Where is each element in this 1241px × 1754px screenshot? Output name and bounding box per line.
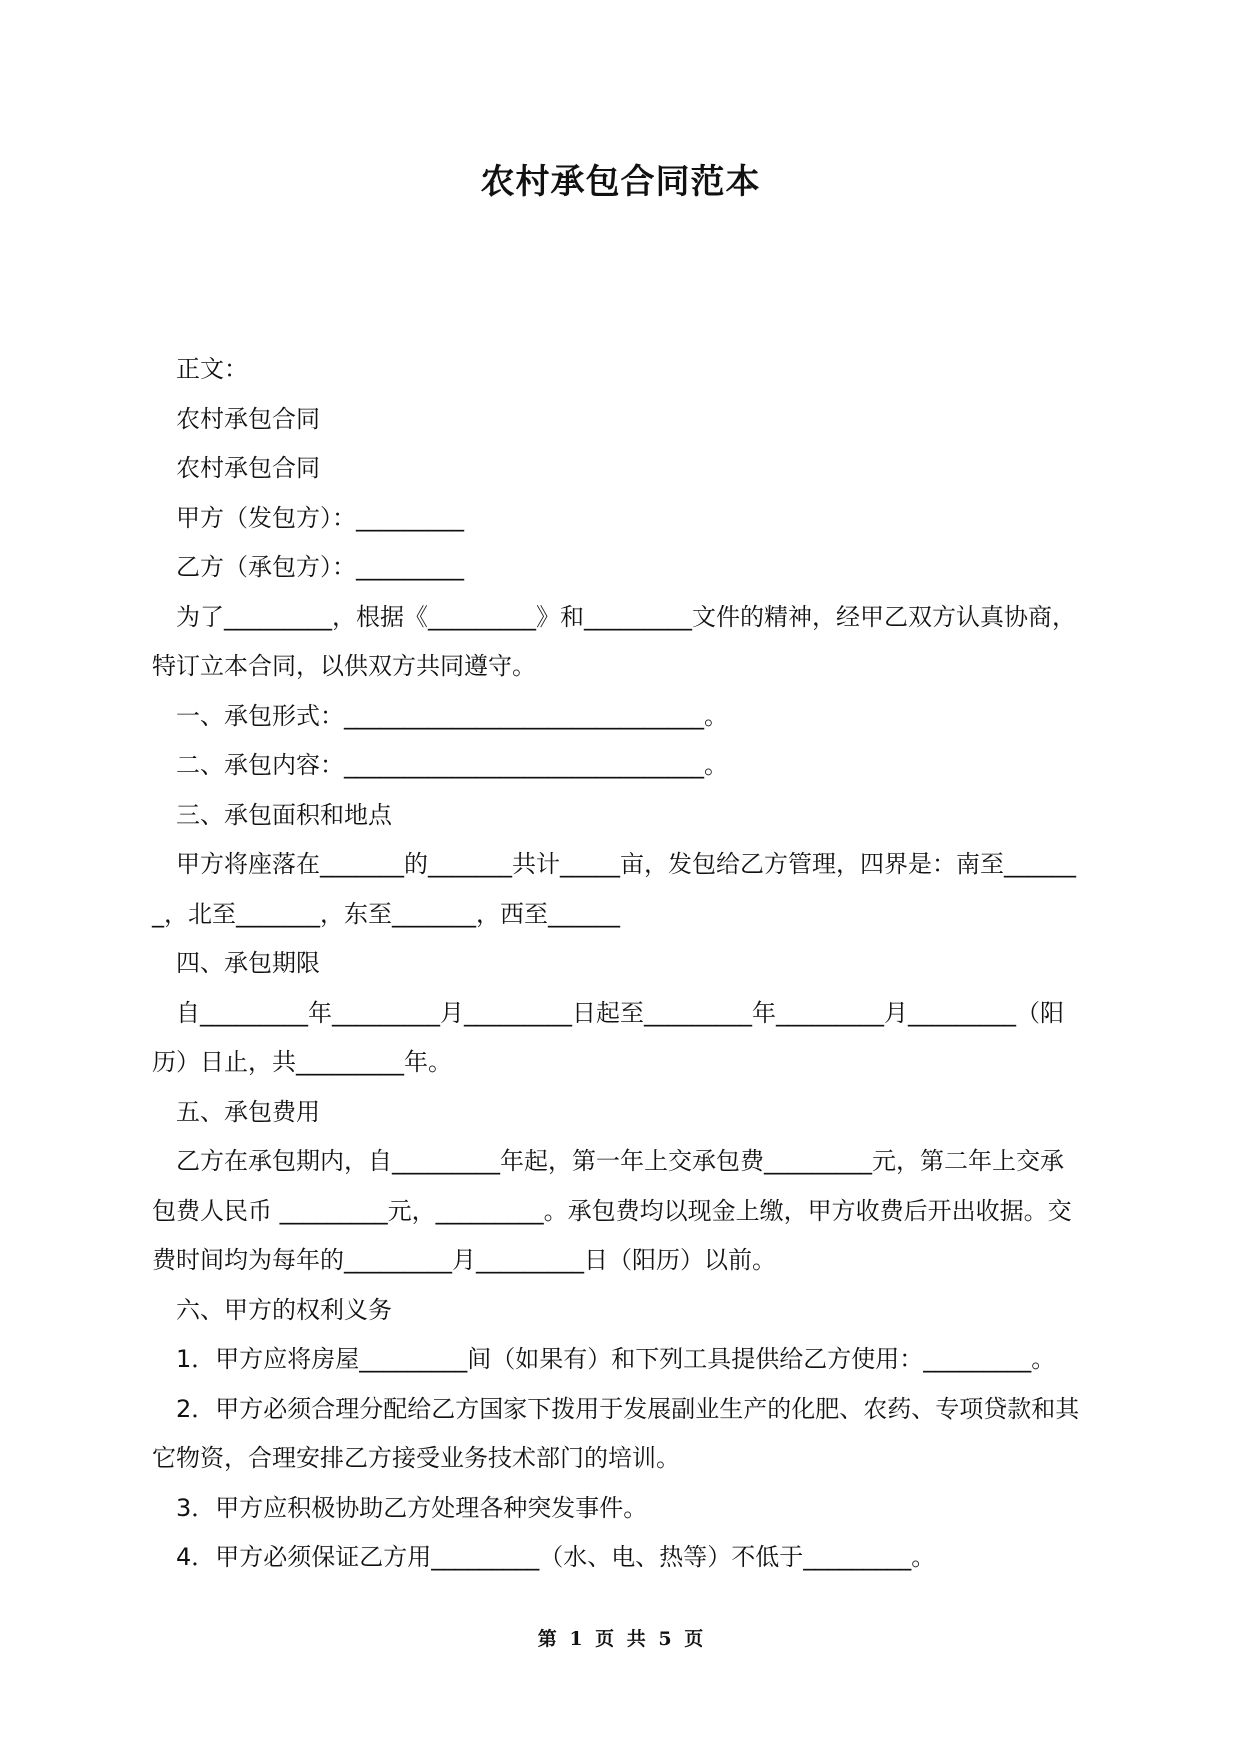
- document-body: [152, 345, 1087, 1583]
- paragraph-fees: 乙方在承包期内，自_________年起，第一年上交承包费_________元，第二年上交承包费人民币 _________元，_________。承包费均以现金上缴，甲方收费后开出收据。交费时间均为每年的_________月_________日（阳历）以前。: [152, 1147, 1072, 1274]
- paragraph-party-b: 乙方（承包方）：_________: [176, 553, 464, 581]
- clause-party-a-2: 2．甲方必须合理分配给乙方国家下拨用于发展副业生产的化肥、农药、专项贷款和其它物资，合理安排乙方接受业务技术部门的培训。: [152, 1394, 1080, 1472]
- paragraph-preamble: 为了_________，根据《_________》和_________文件的精神，经甲乙双方认真协商，特订立本合同，以供双方共同遵守。: [152, 602, 1076, 680]
- clause-party-a-1: 1．甲方应将房屋_________间（如果有）和下列工具提供给乙方使用：_________。: [176, 1345, 1056, 1373]
- paragraph-term: 自_________年_________月_________日起至_________年_________月_________（阳历）日止，共_________年。: [152, 998, 1064, 1076]
- paragraph-area-location: 甲方将座落在_______的_______共计_____亩，发包给乙方管理，四界是：南至_______，北至_______，东至_______，西至______: [152, 850, 1076, 928]
- page-footer: 第 1 页 共 5 页: [537, 1628, 704, 1650]
- heading-party-a-rights: 六、甲方的权利义务: [176, 1295, 392, 1324]
- paragraph-party-a: 甲方（发包方）：_________: [176, 503, 464, 532]
- paragraph-body-label: 正文：: [176, 355, 248, 383]
- heading-fees: 五、承包费用: [176, 1097, 320, 1126]
- clause-party-a-3: 3．甲方应积极协助乙方处理各种突发事件。: [176, 1493, 648, 1522]
- paragraph-contract-name-repeat: 农村承包合同: [176, 454, 320, 482]
- clause-contract-form: 一、承包形式：______________________________。: [176, 701, 728, 730]
- document-title: 农村承包合同范本: [480, 162, 761, 202]
- heading-term: 四、承包期限: [176, 949, 320, 977]
- clause-contract-content: 二、承包内容：______________________________。: [176, 751, 728, 779]
- paragraph-contract-name: 农村承包合同: [176, 404, 320, 433]
- heading-area-location: 三、承包面积和地点: [176, 800, 392, 829]
- clause-party-a-4: 4．甲方必须保证乙方用_________（水、电、热等）不低于_________。: [176, 1543, 936, 1571]
